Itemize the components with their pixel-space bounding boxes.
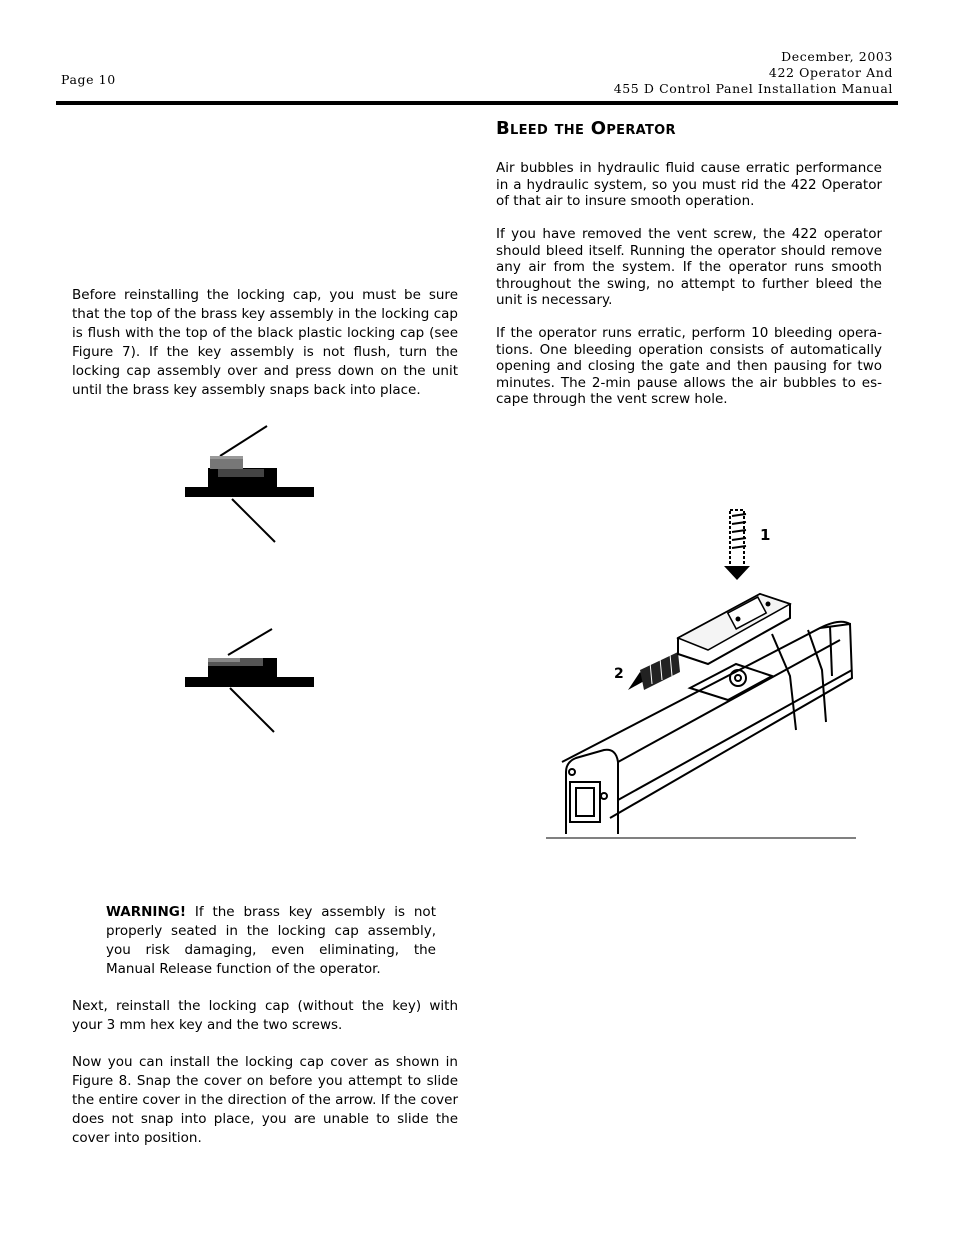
warning-block (106, 903, 436, 979)
arrow-1-icon (724, 510, 750, 580)
header-rule (56, 101, 898, 105)
bleed-paragraph-1: Air bubbles in hydraulic fluid cause erratic performance in a hydraulic system, so you must rid the 422 Operator of that air to insure smooth operation. (496, 160, 882, 209)
header-title-line2: 455 D Control Panel Installation Manual (613, 81, 893, 96)
cover-paragraph: Now you can install the locking cap cover as shown in Figure 8. Snap the cover on before you attempt to slide the entire cover in the direction of the arrow. If the cover does not snap into place, you are unable to slide the cover into position. (72, 1054, 458, 1146)
arrow-2-label: 2 (614, 666, 624, 682)
locking-cap-paragraph: Before reinstalling the locking cap, you must be sure that the top of the brass key assembly in the locking cap is flush with the top of the black plastic locking cap (see Figure 7). If the key assembly is not flush, turn the locking cap assembly over and press down on the unit until the brass key assembly snaps back into place. (72, 287, 458, 398)
bleed-paragraph-2: If you have removed the vent screw, the 422 operator should bleed itself. Running the operator should remove any air from the system. If the operator runs smooth throughout the swing, no attempt to further bleed the unit is necessary. (496, 226, 882, 308)
header-date: December, 2003 (781, 49, 893, 64)
locking-cap-cover (678, 594, 790, 664)
warning-label: WARNING! (106, 904, 186, 920)
header-title-line1: 422 Operator And (768, 65, 893, 80)
warning-text: If the brass key assembly is not properly seated in the locking cap assembly, you risk damaging, even eliminating, the Manual Release function of the operator. (106, 904, 436, 977)
document-header (614, 49, 893, 97)
figure-8-cover-install (540, 500, 860, 840)
arrow-1-label: 1 (760, 526, 771, 544)
section-heading: Bleed the Operator (496, 118, 676, 139)
figure-7-key-raised (180, 420, 320, 550)
figure-7-key-flush (180, 625, 320, 740)
reinstall-paragraph: Next, reinstall the locking cap (without the key) with your 3 mm hex key and the two screws. (72, 998, 458, 1033)
page-number: Page 10 (61, 72, 116, 87)
arrow-2-icon (628, 652, 680, 690)
bleed-paragraph-3: If the operator runs erratic, perform 10 bleeding opera-tions. One bleeding operation consists of automatically opening and closing the gate and then pausing for two minutes. The 2-min pause allows the air bubbles to es-cape through the vent screw hole. (496, 325, 882, 407)
